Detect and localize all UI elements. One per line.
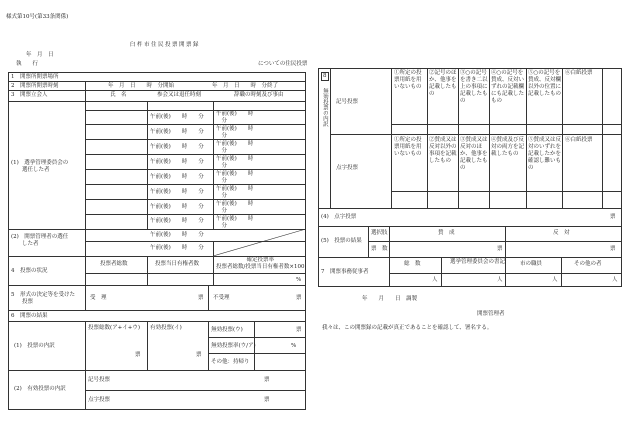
reason2-col-3: ③賛成又は反対のほか、他事を記載したもの <box>460 137 488 171</box>
vote-count-label: 票 数 <box>371 246 388 252</box>
oppose-unit: 票 <box>610 246 616 252</box>
reason2-col-6: ⑥白紙投票 <box>565 137 593 143</box>
reason-col-3: ③○の記号を書き二以上の事項に記載したもの <box>460 70 488 104</box>
time-cell-2: 午前(後) 時 分 <box>216 201 254 214</box>
section-number: 8 <box>323 73 327 79</box>
diagonal-line <box>213 229 306 256</box>
staff-total-header: 総 数 <box>404 261 421 267</box>
staff-unit: 人 <box>432 277 438 283</box>
braille-total-unit: 票 <box>610 214 616 220</box>
braille-votes-unit: 票 <box>264 397 270 403</box>
witness-name-header: 氏 名 <box>110 92 127 98</box>
form-title: 臼杵市住民投票開票録 <box>130 42 201 48</box>
row-witnesses: 3 開票立会人 <box>11 92 48 98</box>
reason2-col-1: ①所定の投票用紙を用いないもの <box>394 137 422 157</box>
invalid-breakdown-title: 無効投票の内訳 <box>321 88 328 127</box>
other-cell: その他：持帰り <box>211 359 250 365</box>
symbol-votes-label: 記号投票 <box>88 377 111 383</box>
counting-start: 年 月 日 時 分開始 <box>108 83 175 89</box>
total-votes-unit: 票 <box>135 352 141 358</box>
approve-header: 賛 成 <box>438 230 455 236</box>
time-cell-2: 午前(後) 時 分 <box>216 141 254 154</box>
time-cell-2: 午前(後) 時 分 <box>216 111 254 124</box>
total-votes-cell: 投票総数(ア+イ+ウ) <box>88 325 141 331</box>
time-cell: 午前(後) 時 分 <box>150 174 204 180</box>
braille-votes-label: 点字投票 <box>88 397 111 403</box>
reason-col-4: ④○の記号を賛成、反対いずれの記載欄にも記載したもの <box>491 70 525 104</box>
valid-votes-unit: 票 <box>196 352 202 358</box>
approve-unit: 票 <box>497 246 503 252</box>
row-vote-result: (5) 投票の結果 <box>321 238 362 244</box>
staff-unit: 人 <box>552 277 558 283</box>
turnout-header: 確定投票率 投票者総数/投票当日有権者数×100 <box>216 257 305 270</box>
symbol-votes-unit: 票 <box>264 377 270 383</box>
right-symbol-votes: 記号投票 <box>336 99 359 105</box>
certification-note: 我々は、この開票録の記載が真正であることを確認して、署名する。 <box>322 325 493 331</box>
manager-label: 開票管理者 <box>477 311 505 317</box>
witness-resign-header: 辞職の時刻及び事由 <box>234 92 284 98</box>
row-counting-place: 1 開票所開票場所 <box>11 74 59 80</box>
row-staff: 7 開票事務従事者 <box>321 269 369 275</box>
reason2-col-4: ④賛成及び反対の両方を記載したもの <box>491 137 525 157</box>
row-counting-time: 2 開票所開票時刻 <box>11 83 59 89</box>
time-cell: 午前(後) 時 分 <box>150 232 204 238</box>
time-cell: 午前(後) 時 分 <box>150 159 204 165</box>
right-braille-votes: 点字投票 <box>336 165 359 171</box>
reason-col-1: ①所定の投票用紙を用いないもの <box>394 70 422 90</box>
choice-header: 選択肢 <box>371 230 388 236</box>
voters-total-header: 投票者総数 <box>100 261 128 267</box>
row-manager-appointed: (2) 開票管理者の選任 した者 <box>11 234 69 247</box>
witness-attend-header: 参会又は退任時刻 <box>157 92 202 98</box>
reason2-col-2: ②賛成又は反対以外の事項を記載したもの <box>429 137 457 164</box>
rejected-unit: 票 <box>296 295 302 301</box>
time-cell-2: 午前(後) 時 分 <box>216 126 254 139</box>
rejected-label: 不受理 <box>213 295 230 301</box>
staff-unit: 人 <box>497 277 503 283</box>
time-cell: 午前(後) 時 分 <box>150 204 204 210</box>
time-cell: 午前(後) 時 分 <box>150 114 204 120</box>
row-vote-breakdown: (1) 投票の内訳 <box>14 343 55 349</box>
staff-clerk-header: 選挙管理委員会の書記 <box>450 259 506 265</box>
invalid-rate-unit: % <box>291 343 297 349</box>
execution-label: 執 行 <box>16 61 39 67</box>
staff-city-header: 市の職員 <box>520 261 543 267</box>
staff-unit: 人 <box>612 277 618 283</box>
reason-col-6: ⑥白紙投票 <box>565 70 593 76</box>
vote-subject-suffix: についての住民投票 <box>258 61 308 67</box>
row-decided-votes: 5 形式の決定等を受けた 投票 <box>11 292 76 305</box>
time-cell: 午前(後) 時 分 <box>150 129 204 135</box>
valid-votes-cell: 有効投票(イ) <box>150 325 182 331</box>
time-cell: 午前(後) 時 分 <box>150 218 204 224</box>
invalid-rate-cell: 無効投票率(ウ/ア) <box>211 343 256 349</box>
row-valid-breakdown: (2) 有効投票の内訳 <box>14 386 66 392</box>
prepared-date: 年 月 日 調製 <box>362 296 418 302</box>
staff-other-header: その他の者 <box>574 261 602 267</box>
turnout-percent: % <box>296 277 302 283</box>
time-cell-2: 午前(後) 時 分 <box>216 186 254 199</box>
accepted-unit: 票 <box>198 295 204 301</box>
counting-end: 年 月 日 時 分終了 <box>212 83 279 89</box>
reason-col-5: ⑤○の記号を賛成、反対欄以外の位置に記載したもの <box>528 70 562 97</box>
reason-col-2: ②記号のほか、他事を記載したもの <box>429 70 457 97</box>
time-cell: 午前(後) 時 分 <box>150 245 204 251</box>
row-counting-result: 6 開票の結果 <box>11 313 48 319</box>
accepted-label: 受 理 <box>90 295 107 301</box>
reason2-col-5: ⑤賛成又は反対のいずれを記載したかを確認し難いもの <box>528 137 562 171</box>
time-cell-2: 午前(後) 時 分 <box>216 156 254 169</box>
row-committee-appointed: (1) 選挙管理委員会の 選任した者 <box>11 160 69 173</box>
eligible-header: 投票当日有権者数 <box>155 261 200 267</box>
row-vote-status: 4 投票の状況 <box>11 268 48 274</box>
time-cell-2: 午前(後) 時 分 <box>216 216 254 229</box>
time-cell: 午前(後) 時 分 <box>150 144 204 150</box>
invalid-votes-cell: 無効投票(ウ) <box>211 327 243 333</box>
oppose-header: 反 対 <box>553 230 570 236</box>
time-cell-2: 午前(後) 時 分 <box>216 171 254 184</box>
form-number: 様式第10号(第33条関係) <box>6 14 69 20</box>
invalid-votes-unit: 票 <box>296 327 302 333</box>
time-cell: 午前(後) 時 分 <box>150 189 204 195</box>
row-braille-total: (4) 点字投票 <box>321 214 357 220</box>
form-date: 年 月 日 <box>26 52 54 58</box>
